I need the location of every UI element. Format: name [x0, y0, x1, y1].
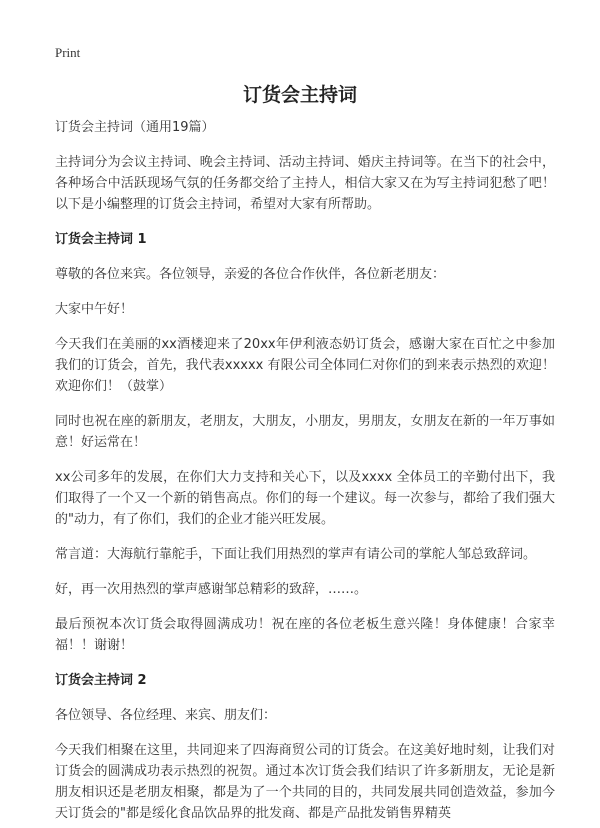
paragraph: 大家中午好！	[55, 302, 134, 317]
paragraph: 各位领导、各位经理、来宾、朋友们：	[55, 708, 277, 723]
intro-paragraph: 主持词分为会议主持词、晚会主持词、活动主持词、婚庆主持词等。在当下的社会中，各种场合中活跃现场气氛的任务都交给了主持人，相信大家又在为写主持词犯愁了吧！以下是小编整理的订货会主持词，希望对大家有所帮助。	[55, 155, 555, 212]
document-body	[55, 117, 555, 828]
document-subtitle: 订货会主持词（通用19篇）	[55, 120, 215, 135]
paragraph: 今天我们在美丽的xx酒楼迎来了20xx年伊利液态奶订货会，感谢大家在百忙之中参加我们的订货会，首先，我代表xxxxx 有限公司全体同仁对你们的到来表示热烈的欢迎！欢迎你们！（鼓掌）	[55, 337, 555, 394]
section-heading: 订货会主持词 1	[55, 232, 147, 247]
paragraph: 同时也祝在座的新朋友，老朋友，大朋友，小朋友，男朋友，女朋友在新的一年万事如意！好运常在！	[55, 414, 555, 450]
paragraph: 尊敬的各位来宾。各位领导，亲爱的各位合作伙伴，各位新老朋友：	[55, 267, 446, 282]
paragraph: 常言道：大海航行靠舵手，下面让我们用热烈的掌声有请公司的掌舵人邹总致辞词。	[55, 547, 537, 562]
paragraph: 好，再一次用热烈的掌声感谢邹总精彩的致辞，……。	[55, 582, 368, 597]
print-link[interactable]: Print	[55, 45, 81, 60]
section-heading: 订货会主持词 2	[55, 673, 147, 688]
paragraph: 最后预祝本次订货会取得圆满成功！祝在座的各位老板生意兴隆！身体健康！合家幸福！！谢谢！	[55, 617, 555, 653]
paragraph: 今天我们相聚在这里，共同迎来了四海商贸公司的订货会。在这美好地时刻，让我们对订货会的圆满成功表示热烈的祝贺。通过本次订货会我们结识了许多新朋友，无论是新朋友相识还是老朋友相聚，都是为了一个共同的目的，共同发展共同创造效益，参加今天订货会的"都是绥化食品饮品界的批发商、都是产品批发销售界精英	[55, 743, 555, 821]
paragraph: xx公司多年的发展，在你们大力支持和关心下，以及xxxx 全体员工的辛勤付出下，我们取得了一个又一个新的销售高点。你们的每一个建议。每一次参与，都给了我们强大的"动力，有了你们，我们的企业才能兴旺发展。	[55, 470, 555, 527]
document-title: 订货会主持词	[242, 84, 357, 106]
